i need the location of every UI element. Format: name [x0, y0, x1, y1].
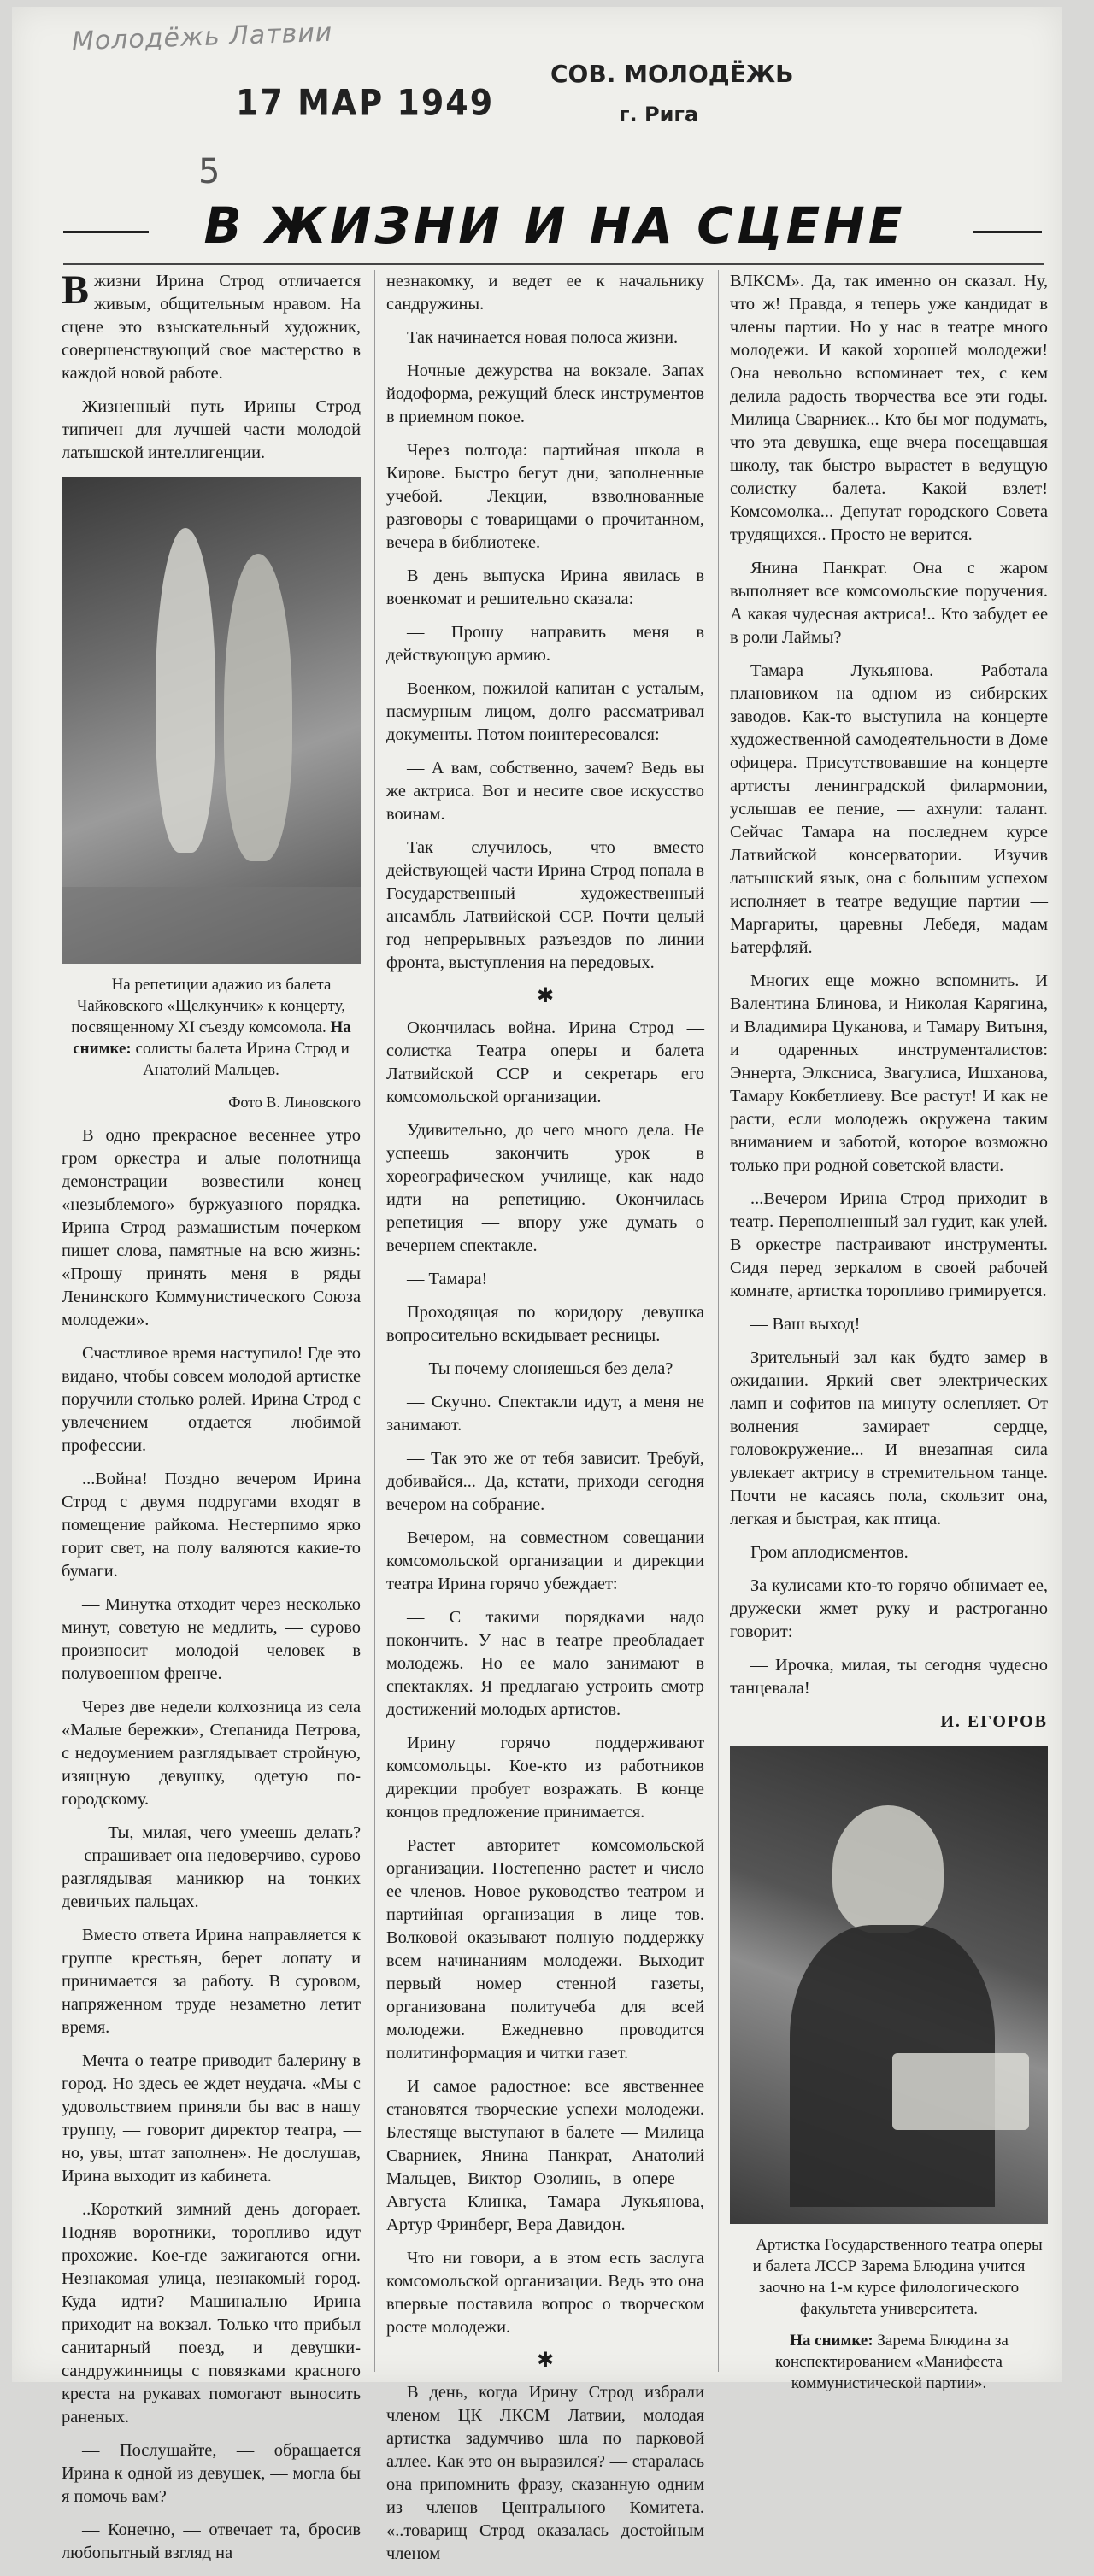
paragraph: — Конечно, — отвечает та, бросив любопытный взгляд на	[62, 2520, 361, 2562]
paragraph: ...Вечером Ирина Строд приходит в театр. Переполненный зал гудит, как улей. В оркестре пастраивают инструменты. Сидя перед зеркалом в своей рабочей комнате, артистка торопливо гримируется.	[730, 1189, 1048, 1300]
photo-caption-label: На снимке:	[73, 1018, 351, 1058]
paragraph: — Послушайте, — обращается Ирина к одной из девушек, — могла бы я помочь вам?	[62, 2441, 361, 2506]
paragraph: В день, когда Ирину Строд избрали членом ЦК ЛКСМ Латвии, молодая артистка задумчиво шла по парковой аллее. Как это он выразился? — старалась она припомнить фразу, сказанную одним из членов Центрального Комитета. «..товарищ Строд оказалась достойным членом	[386, 2383, 704, 2563]
photo-caption	[62, 974, 361, 1081]
paragraph: Гром аплодисментов.	[750, 1543, 909, 1562]
paragraph: Многих еще можно вспомнить. И Валентина Блинова, и Николая Карягина, и Владимира Цуканова, и Тамару Витыня, и одаренных инструменталистов: Эннерта, Элксниса, Звагулиса, Ишханова, Тамару Кокбетлиеву. Все растут! И как не расти, если молодежь окружена таким вниманием и заботой, которое возможно только при родной советской власти.	[730, 971, 1048, 1175]
paragraph: Что ни говори, а в этом есть заслуга комсомольской организации. Ведь это она впервые поставила вопрос о творческом росте молодежи.	[386, 2249, 704, 2337]
paragraph: — Скучно. Спектакли идут, а меня не занимают.	[386, 1393, 704, 1435]
headline-rule-right	[973, 231, 1042, 233]
article-column-3	[730, 270, 1048, 2404]
date-stamp: 17 МАР 1949	[236, 81, 495, 124]
paragraph: — Ты почему слоняешься без дела?	[407, 1359, 673, 1378]
paragraph: Через две недели колхозница из села «Малые бережки», Степанида Петрова, с недоумением разглядывает стройную, изящную девушку, одетую по-городскому.	[62, 1698, 361, 1809]
paragraph: Вечером, на совместном совещании комсомольской организации и дирекции театра Ирина горячо убеждает:	[386, 1529, 704, 1593]
paragraph: Так начинается новая полоса жизни.	[407, 328, 679, 347]
headline-rule	[63, 263, 1044, 265]
portrait-caption-label: На снимке:	[790, 2332, 873, 2350]
portrait-caption-2	[730, 2330, 1048, 2394]
paragraph: Проходящая по коридору девушка вопросительно вскидывает ресницы.	[386, 1303, 704, 1345]
paragraph: В день выпуска Ирина явилась в военкомат и решительно сказала:	[386, 566, 704, 608]
handwritten-note: Молодёжь Латвии	[71, 17, 333, 57]
paragraph: ..Короткий зимний день догорает. Подняв воротники, торопливо идут прохожие. Кое-где зажигаются огни. Незнакомая улица, незнакомый город. Куда идти? Машинально Ирина приходит на вокзал. Только что прибыл санитарный поезд, и девушки-сандружинницы с повязками красного креста на рукавах помогают выносить раненых.	[62, 2200, 361, 2426]
portrait-photo	[730, 1746, 1048, 2224]
paragraph: Военком, пожилой капитан с усталым, пасмурным лицом, долго рассматривал документы. Потом поинтересовался:	[386, 679, 704, 744]
city-stamp: г. Рига	[619, 103, 699, 126]
paragraph: — Ирочка, милая, ты сегодня чудесно танцевала!	[730, 1656, 1048, 1698]
stage-floor	[62, 887, 361, 964]
paragraph: Растет авторитет комсомольской организации. Постепенно растет и число ее членов. Новое руководство театром и партийная организация в лице тов. Волковой оказывают полную поддержку всем начинаниям молодежи. Выходит первый номер стенной газеты, организована политучеба для всей молодежи. Ежедневно проводится политинформация и читки газет.	[386, 1836, 704, 2063]
paragraph: В одно прекрасное весеннее утро гром оркестра и алые полотнища демонстрации возвестили конец «незыблемого» буржуазного порядка. Ирина Строд размашистым почерком пишет слова, памятные на всю жизнь: «Прошу принять меня в ряды Ленинского Коммунистического Союза молодежи».	[62, 1126, 361, 1329]
section-star-icon: ✱	[536, 985, 555, 1007]
paragraph: Вместо ответа Ирина направляется к группе крестьян, берет лопату и принимается за работу. В суровом, напряженном труде незаметно летит время.	[62, 1926, 361, 2037]
paragraph: Зрительный зал как будто замер в ожидании. Яркий свет электрических ламп и софитов на минуту ослепляет. От волнения замирает сердце, головокружение... И внезапная сила увлекает актрису в стремительном танце. Почти не касаясь пола, скользит она, легкая и быстрая, как птица.	[730, 1348, 1048, 1529]
paragraph: — Прошу направить меня в действующую армию.	[386, 623, 704, 665]
paragraph: И самое радостное: все явственнее становятся творческие успехи молодежи. Блестяще выступают в балете — Милица Сварниек, Янина Панкрат, Анатолий Мальцев, Виктор Озолинь, в опере — Августа Клинка, Тамара Лукьянова, Артур Фринберг, Вера Давидон.	[386, 2077, 704, 2234]
newspaper-clipping	[12, 7, 1062, 2563]
paragraph: Янина Панкрат. Она с жаром выполняет все комсомольские поручения. А какая чудесная актриса!.. Кто забудет ее в роли Лаймы?	[730, 559, 1048, 647]
paragraph: Счастливое время наступило! Где это видано, чтобы совсем молодой артистке поручили столько ролей. Ирина Строд с увлечением отдается любимой профессии.	[62, 1344, 361, 1455]
article-column-1	[62, 267, 361, 2575]
paragraph: — Минутка отходит через несколько минут, советую не медлить, — сурово произносит молодой человек в полувоенном френче.	[62, 1595, 361, 1683]
column-divider	[374, 270, 375, 2372]
pencil-mark: 5	[198, 152, 221, 191]
paragraph: ВЛКСМ». Да, так именно он сказал. Ну, что ж! Правда, я теперь уже кандидат в члены партии. Но у нас в театре много молодежи. И какой хорошей молодежи! Она невольно вспоминает тех, с кем делила радость творчества все эти годы. Милица Сварниек... Кто бы мог подумать, что эта девушка, еще вчера посещавшая школу, так быстро вырастет в ведущую солистку балета. Какой взлет! Комсомолка... Депутат городского Совета трудящихся.. Просто не верится.	[730, 272, 1048, 544]
author-signature: И. ЕГОРОВ	[940, 1712, 1048, 1731]
paragraph: Так случилось, что вместо действующей части Ирина Строд попала в Государственный художественный ансамбль Латвийской ССР. Почти целый год непрерывных разъездов по линии фронта, выступления на передовых.	[386, 838, 704, 972]
paragraph: Жизненный путь Ирины Строд типичен для лучшей части молодой латышской интеллигенции.	[62, 397, 361, 462]
paragraph: Окончилась война. Ирина Строд — солистка Театра оперы и балета Латвийской ССР и секретарь его комсомольской организации.	[386, 1018, 704, 1106]
section-star-icon: ✱	[536, 2350, 555, 2372]
portrait-head	[832, 1805, 944, 1933]
paragraph: За кулисами кто-то горячо обнимает ее, дружески жмет руку и растроганно говорит:	[730, 1576, 1048, 1641]
photo-credit: Фото В. Линовского	[228, 1094, 361, 1111]
portrait-caption-rest: Зарема Блюдина за конспектированием «Манифеста коммунистической партии».	[775, 2332, 1009, 2392]
paragraph: — Ваш выход!	[750, 1315, 861, 1334]
ballerina-figure	[156, 528, 215, 853]
dancer-figure	[224, 554, 292, 861]
paragraph: Ночные дежурства на вокзале. Запах йодоформа, режущий блеск инструментов в приемном покое.	[386, 361, 704, 426]
paragraph: Мечта о театре приводит балерину в город. Но здесь ее ждет неудача. «Мы с удовольствием приняли бы вас в нашу труппу, — говорит директор театра, — но, увы, штат заполнен». Не дослушав, Ирина выходит из кабинета.	[62, 2051, 361, 2186]
column-divider	[718, 270, 719, 2372]
paragraph: Удивительно, до чего много дела. Не успеешь закончить урок в хореографическом училище, как надо идти на репетицию. Окончилась репетиция — впору уже думать о вечернем спектакле.	[386, 1121, 704, 1255]
newspaper-stamp: СОВ. МОЛОДЁЖЬ	[550, 60, 794, 88]
paragraph: Вжизни Ирина Строд отличается живым, общительным нравом. На сцене это взыскательный художник, совершенствующий свое мастерство в каждой новой работе.	[62, 267, 361, 383]
paragraph: — С такими порядками надо покончить. У нас в театре преобладает молодежь. Но ее мало занимают в спектаклях. Я предлагаю устроить смотр достижений молодых артистов.	[386, 1608, 704, 1719]
paragraph: Ирину горячо поддерживают комсомольцы. Кое-кто из работников дирекции пробует возражать. В конце концов предложение принимается.	[386, 1734, 704, 1822]
article-headline: В ЖИЗНИ И НА СЦЕНЕ	[203, 197, 906, 255]
ballet-photo	[62, 477, 361, 964]
paragraph: незнакомку, и ведет ее к начальнику сандружины.	[386, 272, 704, 314]
paragraph: Тамара Лукьянова. Работала плановиком на одном из сибирских заводов. Как-то выступила на концерте художественной самодеятельности в Доме офицера. Присутствовавшие на концерте артисты ленинградской филармонии, услышав ее пение, — ахнули: талант. Сейчас Тамара на последнем курсе Латвийской консерватории. Изучив латышский язык, она с большим успехом исполняет в театре ведущие партии — Маргариты, царевны Лебедя, мадам Батерфляй.	[730, 661, 1048, 957]
paragraph: — Тамара!	[407, 1270, 488, 1288]
photo-caption-rest: солисты балета Ирина Строд и Анатолий Мальцев.	[135, 1040, 350, 1079]
paragraph: — А вам, собственно, зачем? Ведь вы же актриса. Вот и несите свое искусство воинам.	[386, 759, 704, 824]
portrait-caption: Артистка Государственного театра оперы и балета ЛССР Зарема Блюдина учится заочно на 1-м курсе филологического факультета университета.	[752, 2236, 1043, 2318]
paragraph: — Так это же от тебя зависит. Требуй, добивайся... Да, кстати, приходи сегодня вечером на собрание.	[386, 1449, 704, 1514]
paragraph: ...Война! Поздно вечером Ирина Строд с двумя подругами входят в помещение райкома. Нестерпимо ярко горит свет, на полу валяются какие-то бумаги.	[62, 1470, 361, 1581]
portrait-book	[892, 2053, 1029, 2130]
paragraph: Через полгода: партийная школа в Кирове. Быстро бегут дни, заполненные учебой. Лекции, взволнованные разговоры с товарищами о прочитанном, вечера в библиотеке.	[386, 441, 704, 552]
article-column-2	[386, 270, 704, 2576]
photo-caption-text: На репетиции адажио из балета Чайковского «Щелкунчик» к концерту, посвященному XI съезду комсомола.	[71, 976, 345, 1036]
paragraph: — Ты, милая, чего умеешь делать? — спрашивает она недоверчиво, сурово разглядывая маникюр на тонких девичьих пальцах.	[62, 1823, 361, 1911]
